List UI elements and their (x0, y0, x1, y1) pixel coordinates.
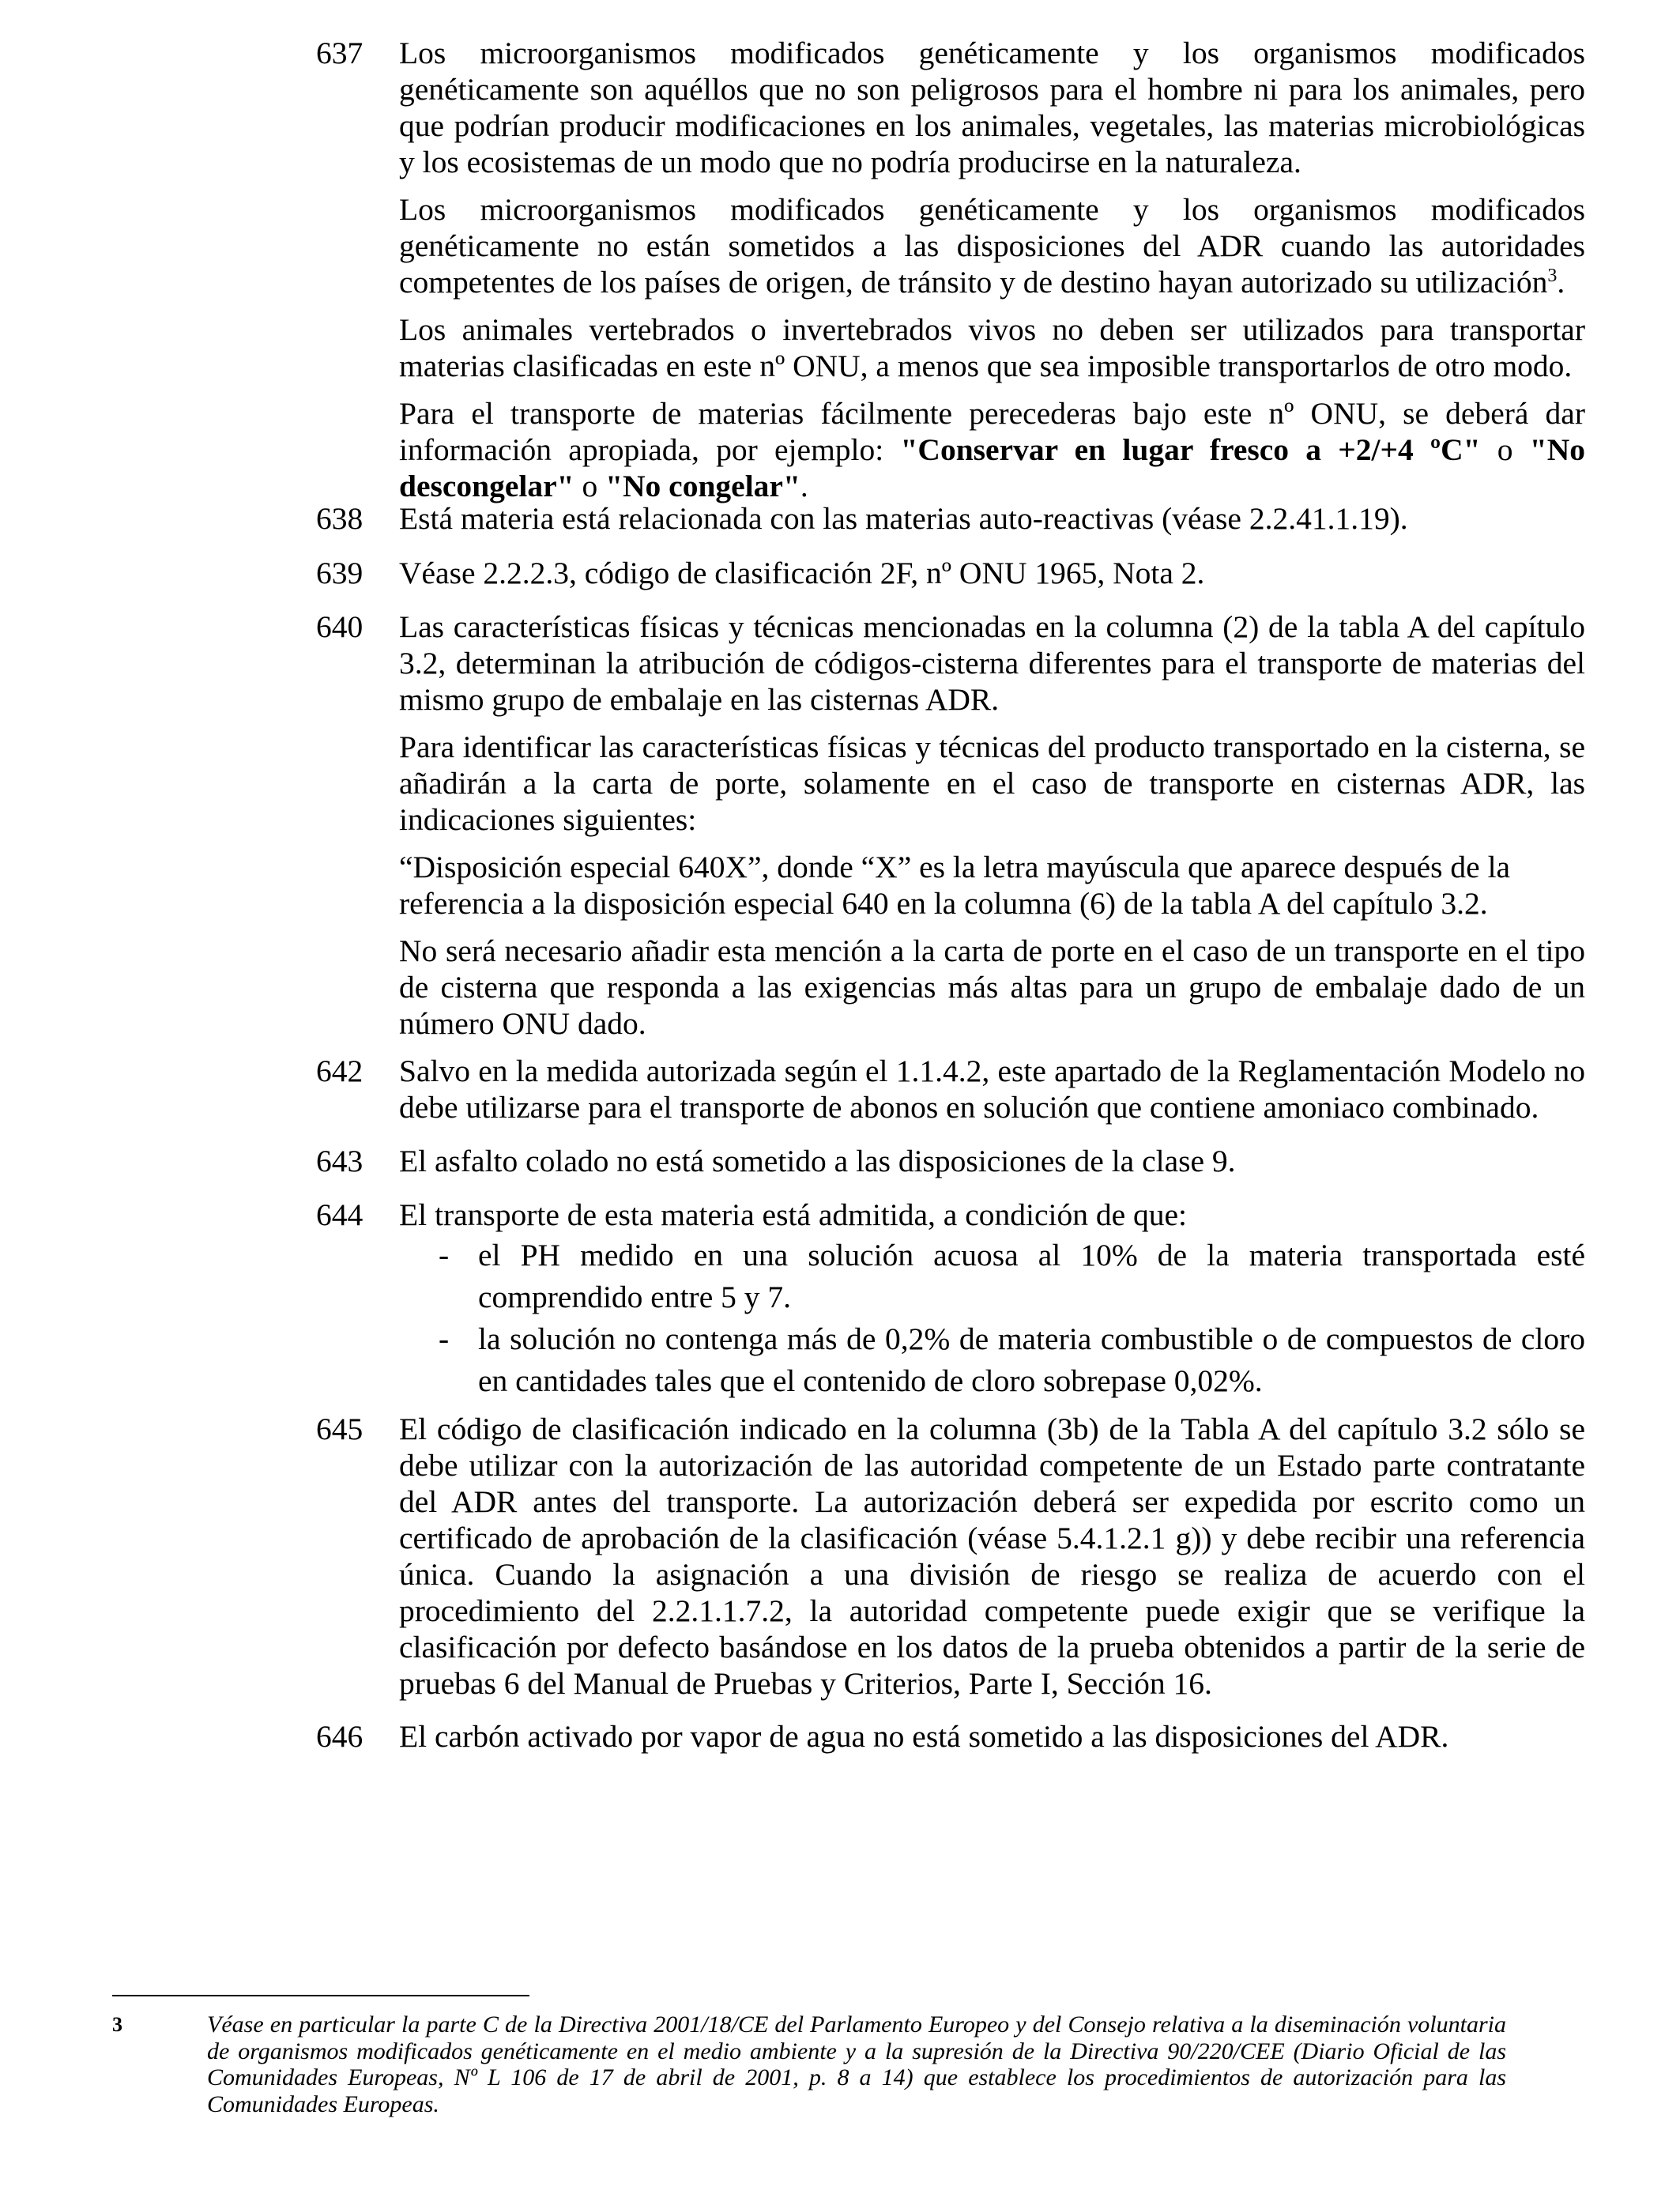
conjunction: o (574, 469, 606, 503)
provision-645 (316, 1411, 1585, 1702)
provision-paragraph: No será necesario añadir esta mención a la carta de porte en el caso de un transporte en el tipo de cisterna que responda a las exigencias más altas para un grupo de embalaje dado de un número ONU dado. (399, 933, 1585, 1041)
provision-paragraph: El asfalto colado no está sometido a las disposiciones de la clase 9. (399, 1144, 1236, 1178)
provision-paragraph: Véase 2.2.2.3, código de clasificación 2F, nº ONU 1965, Nota 2. (399, 556, 1205, 590)
list-item-text: el PH medido en una solución acuosa al 10% de la materia transportada esté comprendido entre 5 y 7. (478, 1238, 1585, 1314)
provision-number: 642 (316, 1054, 363, 1088)
bullet-marker: - (439, 1321, 450, 1356)
footnote-separator (112, 1995, 529, 1996)
provision-number: 645 (316, 1412, 363, 1446)
provision-number: 643 (316, 1144, 363, 1178)
provision-637 (316, 35, 1585, 504)
provision-646 (316, 1718, 1585, 1755)
label-do-not-freeze: "No congelar" (605, 469, 800, 503)
label-do-not-thaw: "No descongelar" (399, 432, 1585, 503)
provision-paragraph: Los microorganismos modificados genéticamente y los organismos modificados genéticamente son aquéllos que no son peligrosos para el hombre ni para los animales, pero que podrían producir modificaciones en los animales, vegetales, las materias microbiológicas y los ecosistemas de un modo que no podría producirse en la naturaleza. (399, 36, 1585, 179)
provision-number: 637 (316, 36, 363, 70)
provision-paragraph (399, 191, 1585, 300)
provision-paragraph: “Disposición especial 640X”, donde “X” es la letra mayúscula que aparece después de la referencia a la disposición especial 640 en la columna (6) de la tabla A del capítulo 3.2. (399, 850, 1511, 921)
list-item (439, 1318, 1585, 1402)
conjunction: o (1480, 432, 1530, 467)
provision-number: 640 (316, 609, 363, 644)
paragraph-text: Para el transporte de materias fácilmente perecederas bajo este nº ONU, se deberá dar información apropiada, por ejemplo: (399, 396, 1585, 467)
footnote-reference[interactable]: 3 (1547, 265, 1558, 286)
list-item (439, 1235, 1585, 1318)
provision-643 (316, 1143, 1585, 1179)
provision-paragraph: Para identificar las características físicas y técnicas del producto transportado en la cisterna, se añadirán a la carta de porte, solamente en el caso de transporte en cisternas ADR, las indicaciones siguientes: (399, 729, 1585, 837)
provision-638 (316, 500, 1585, 537)
provision-paragraph: Las características físicas y técnicas mencionadas en la columna (2) de la tabla A del capítulo 3.2, determinan la atribución de códigos-cisterna diferentes para el transporte de materias del mismo grupo de embalaje en las cisternas ADR. (399, 609, 1585, 717)
punctuation: . (1557, 265, 1565, 300)
provision-paragraph: El carbón activado por vapor de agua no está sometido a las disposiciones del ADR. (399, 1719, 1449, 1754)
provision-paragraph: Los animales vertebrados o invertebrados vivos no deben ser utilizados para transportar materias clasificadas en este nº ONU, a menos que sea imposible transportarlos de otro modo. (399, 312, 1585, 383)
punctuation: . (800, 469, 808, 503)
provision-paragraph: Está materia está relacionada con las materias auto-reactivas (véase 2.2.41.1.19). (399, 501, 1408, 536)
footnote-mark: 3 (112, 2013, 122, 2036)
paragraph-text: Los microorganismos modificados genéticamente y los organismos modificados genéticamente no están sometidos a las disposiciones del ADR cuando las autoridades competentes de los países de origen, de tránsito y de destino hayan autorizado su utilización (399, 192, 1585, 300)
footnote (112, 2011, 1506, 2117)
list-item-text: la solución no contenga más de 0,2% de materia combustible o de compuestos de cloro en cantidades tales que el contenido de cloro sobrepase 0,02%. (478, 1321, 1585, 1398)
provision-640 (316, 609, 1585, 1042)
provision-number: 646 (316, 1719, 363, 1754)
provision-paragraph: El código de clasificación indicado en la columna (3b) de la Tabla A del capítulo 3.2 sólo se debe utilizar con la autorización de las autoridad competente de un Estado parte contratante del ADR antes del transporte. La autorización deberá ser expedida por escrito como un certificado de aprobación de la clasificación (véase 5.4.1.2.1 g)) y debe recibir una referencia única. Cuando la asignación a una división de riesgo se realiza de acuerdo con el procedimiento del 2.2.1.1.7.2, la autoridad competente puede exigir que se verifique la clasificación por defecto basándose en los datos de la prueba obtenidos a partir de la serie de pruebas 6 del Manual de Pruebas y Criterios, Parte I, Sección 16. (399, 1412, 1585, 1701)
provision-paragraph: Salvo en la medida autorizada según el 1.1.4.2, este apartado de la Reglamentación Modelo no debe utilizarse para el transporte de abonos en solución que contiene amoniaco combinado. (399, 1054, 1585, 1125)
provision-paragraph (399, 395, 1585, 504)
provision-number: 639 (316, 556, 363, 590)
provision-number: 644 (316, 1197, 363, 1232)
provision-639 (316, 555, 1585, 591)
provision-644 (316, 1197, 1585, 1402)
provision-642 (316, 1053, 1585, 1125)
label-keep-cool: "Conservar en lugar fresco a +2/+4 ºC" (900, 432, 1481, 467)
condition-list (316, 1235, 1585, 1402)
provision-number: 638 (316, 501, 363, 536)
footnote-text: Véase en particular la parte C de la Directiva 2001/18/CE del Parlamento Europeo y del Consejo relativa a la diseminación voluntaria de organismos modificados genéticamente en el medio ambiente y a la supresión de la Directiva 90/220/CEE (Diario Oficial de las Comunidades Europeas, Nº L 106 de 17 de abril de 2001, p. 8 a 14) que establece los procedimientos de autorización para las Comunidades Europeas. (207, 2011, 1506, 2117)
provision-paragraph: El transporte de esta materia está admitida, a condición de que: (399, 1197, 1187, 1232)
bullet-marker: - (439, 1238, 450, 1272)
